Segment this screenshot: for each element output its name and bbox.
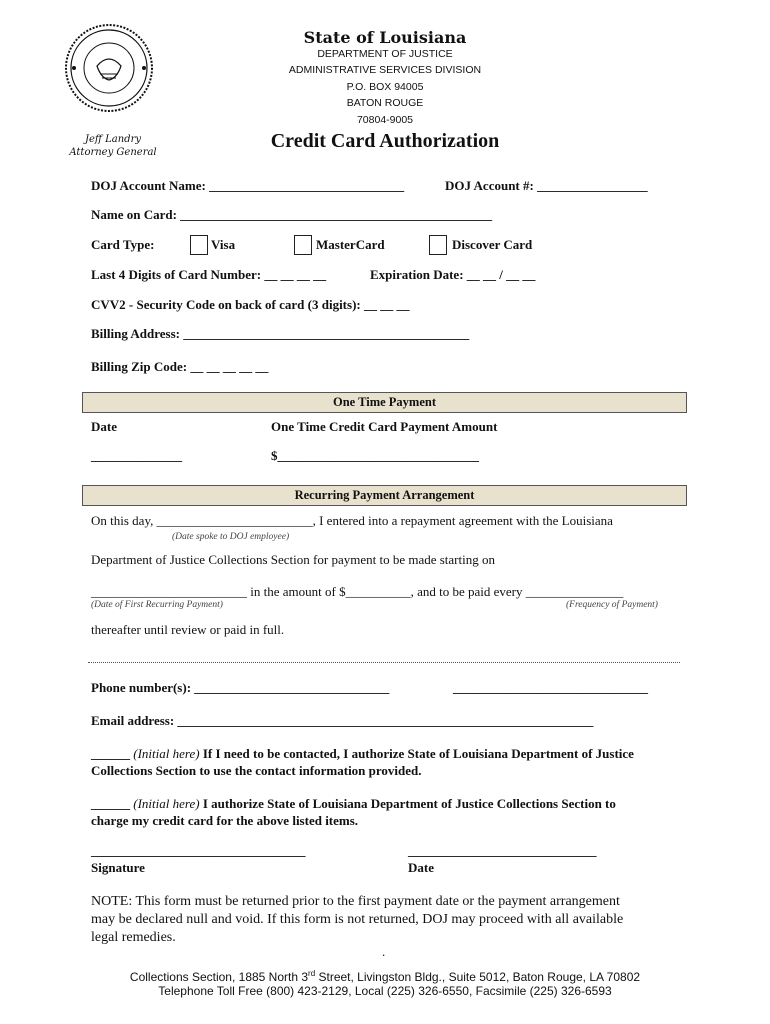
recurring-line-1[interactable]: On this day, ________________________, I entered into a repayment agreement with the Louisiana [91, 513, 613, 528]
zip-line: 70804-9005 [356, 114, 414, 126]
note-line-2: may be declared null and void. If this form is not returned, DOJ may proceed with all available [91, 912, 624, 927]
one-time-date-label: Date [91, 419, 117, 434]
visa-label: Visa [211, 237, 236, 252]
phone-field-2[interactable]: ______________________________ [453, 680, 648, 695]
note-dot: . [382, 944, 386, 959]
mastercard-label: MasterCard [316, 237, 385, 252]
signature-date-label: Date [408, 860, 434, 875]
initial-label-2: (Initial here) [133, 796, 200, 811]
footer-address-b: Street, Livingston Bldg., Suite 5012, Baton Rouge, LA 70802 [315, 970, 641, 984]
recurring-line-3[interactable]: ________________________ in the amount of $__________, and to be paid every _______________ [91, 584, 624, 599]
billing-zip-field[interactable]: Billing Zip Code: __ __ __ __ __ [91, 359, 269, 374]
signature-date-field[interactable]: _____________________________ [408, 843, 597, 858]
pobox-line: P.O. BOX 94005 [346, 81, 424, 93]
initial-blank-1[interactable]: ______ [91, 746, 130, 761]
note-text [91, 893, 691, 947]
recurring-line-2: Department of Justice Collections Section for payment to be made starting on [91, 552, 495, 567]
charge-authorization [91, 795, 691, 829]
one-time-payment-header: One Time Payment [82, 392, 687, 413]
recurring-line-4: thereafter until review or paid in full. [91, 622, 285, 637]
card-type-label: Card Type: [91, 237, 155, 252]
visa-checkbox[interactable] [190, 235, 208, 255]
auth-text-2b: charge my credit card for the above listed items. [91, 813, 359, 828]
auth-text-1: If I need to be contacted, I authorize State of Louisiana Department of Justice [202, 746, 634, 761]
ag-name: Jeff Landry [84, 134, 142, 145]
auth-text-1b: Collections Section to use the contact information provided. [91, 763, 422, 778]
billing-address-field[interactable]: Billing Address: ____________________________________________ [91, 326, 470, 341]
dept-line: DEPARTMENT OF JUSTICE [317, 48, 453, 60]
one-time-amount-label: One Time Credit Card Payment Amount [271, 419, 498, 434]
initial-blank-2[interactable]: ______ [91, 796, 130, 811]
signature-label: Signature [91, 860, 145, 875]
discover-checkbox[interactable] [429, 235, 447, 255]
email-field[interactable]: Email address: ________________________________________________________________ [91, 713, 594, 728]
one-time-date-field[interactable]: ______________ [91, 448, 182, 463]
cvv-field[interactable]: CVV2 - Security Code on back of card (3 digits): __ __ __ [91, 297, 410, 312]
initial-label-1: (Initial here) [133, 746, 200, 761]
one-time-amount-field[interactable]: $_______________________________ [271, 448, 479, 463]
contact-authorization [91, 745, 691, 779]
name-on-card-field[interactable]: Name on Card: ________________________________________________ [91, 207, 493, 222]
footer-sup: rd [308, 969, 316, 978]
auth-text-2: I authorize State of Louisiana Department of Justice Collections Section to [202, 796, 616, 811]
footer-phone: Telephone Toll Free (800) 423-2129, Local (225) 326-6550, Facsimile (225) 326-6593 [158, 984, 612, 998]
date-spoke-hint: (Date spoke to DOJ employee) [172, 532, 290, 542]
note-line-3: legal remedies. [91, 930, 176, 945]
mastercard-checkbox[interactable] [294, 235, 312, 255]
last4-field[interactable]: Last 4 Digits of Card Number: __ __ __ __ [91, 267, 327, 282]
form-title: Credit Card Authorization [270, 130, 500, 152]
recurring-payment-header: Recurring Payment Arrangement [82, 485, 687, 506]
expiration-field[interactable]: Expiration Date: __ __ / __ __ [370, 267, 536, 282]
discover-label: Discover Card [452, 237, 533, 252]
ag-title: Attorney General [69, 147, 157, 158]
note-line-1: NOTE: This form must be returned prior to the first payment date or the payment arrangement [91, 894, 620, 909]
state-title: State of Louisiana [303, 28, 467, 47]
first-payment-hint: (Date of First Recurring Payment) [91, 600, 223, 610]
doj-account-number-field[interactable]: DOJ Account #: _________________ [445, 178, 648, 193]
division-line: ADMINISTRATIVE SERVICES DIVISION [288, 64, 482, 76]
footer-address-a: Collections Section, 1885 North 3 [129, 970, 309, 984]
frequency-hint: (Frequency of Payment) [566, 600, 658, 610]
doj-account-name-field[interactable]: DOJ Account Name: ______________________________ [91, 178, 405, 193]
dotted-divider [88, 662, 680, 663]
signature-field[interactable]: _________________________________ [91, 843, 306, 858]
phone-field[interactable]: Phone number(s): ______________________________ [91, 680, 390, 695]
city-line: BATON ROUGE [346, 97, 424, 109]
